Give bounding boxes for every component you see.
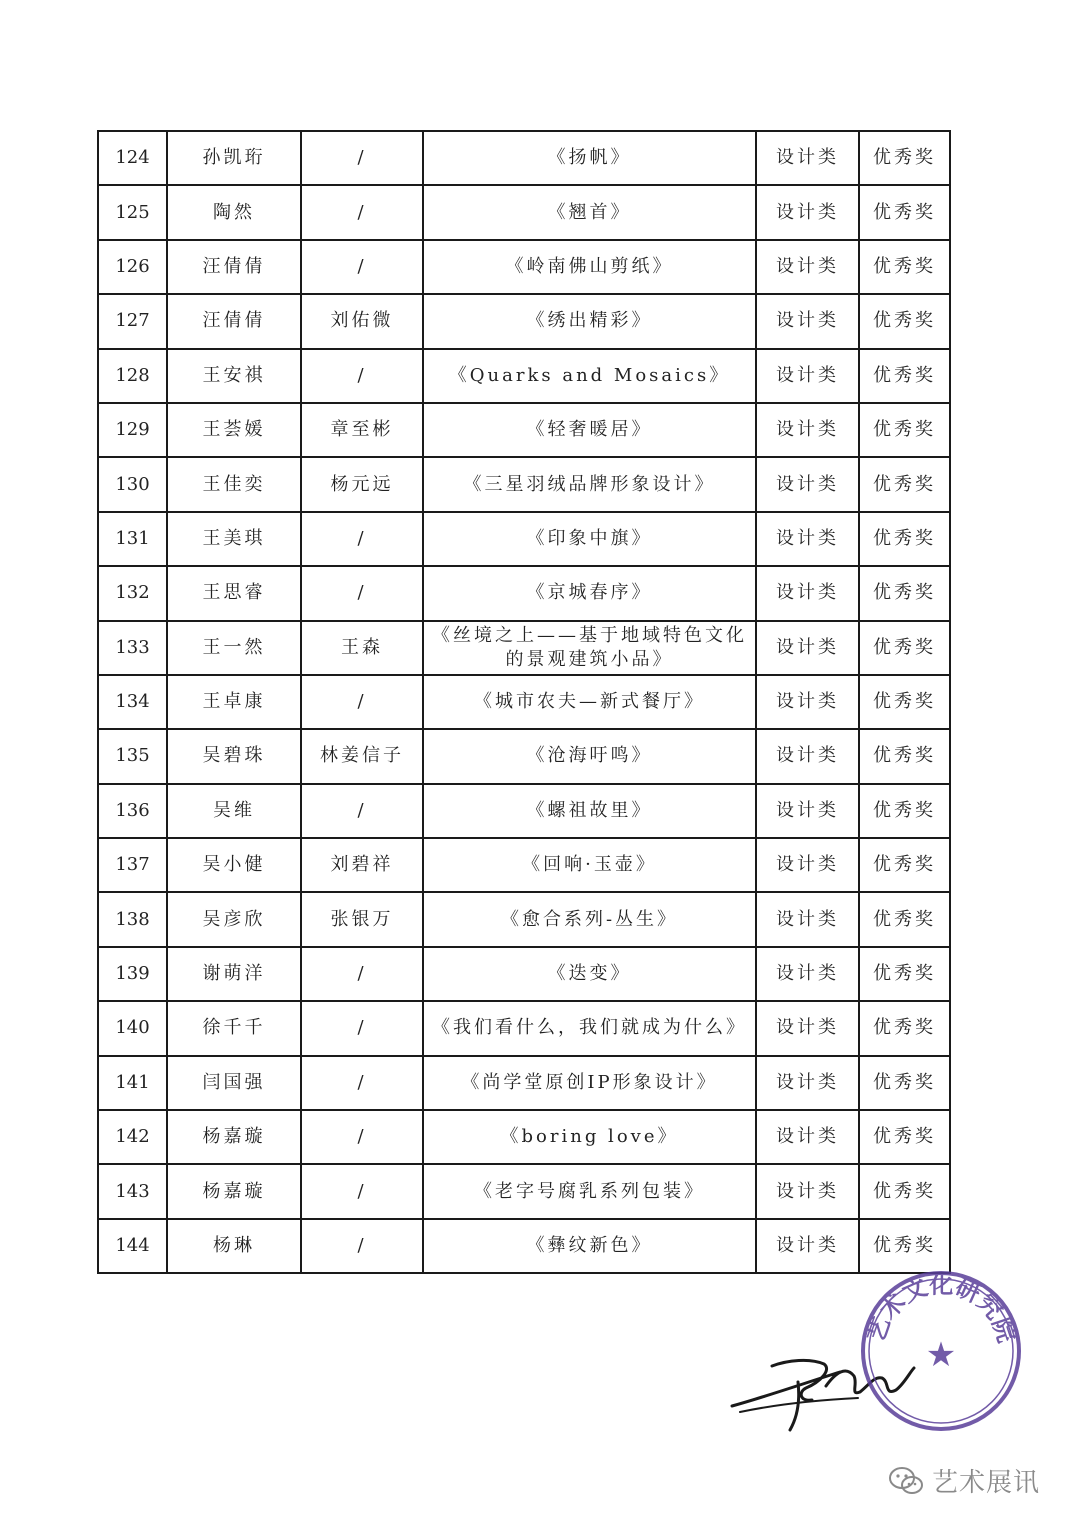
advisor-name: 刘碧祥 bbox=[301, 838, 423, 892]
row-number: 140 bbox=[98, 1001, 167, 1055]
student-name: 吴彦欣 bbox=[167, 892, 301, 946]
row-number: 132 bbox=[98, 566, 167, 620]
table-row bbox=[98, 675, 950, 729]
row-number: 137 bbox=[98, 838, 167, 892]
award-label: 优秀奖 bbox=[859, 838, 950, 892]
table-row bbox=[98, 1219, 950, 1273]
category-label: 设计类 bbox=[756, 131, 859, 185]
row-number: 124 bbox=[98, 131, 167, 185]
advisor-name: / bbox=[301, 240, 423, 294]
award-label: 优秀奖 bbox=[859, 784, 950, 838]
table-row bbox=[98, 566, 950, 620]
seal-text: 艺术文化研究院 bbox=[861, 1270, 1021, 1346]
category-label: 设计类 bbox=[756, 457, 859, 511]
work-title: 《螺祖故里》 bbox=[423, 784, 756, 838]
work-title: 《扬帆》 bbox=[423, 131, 756, 185]
advisor-name: / bbox=[301, 1219, 423, 1273]
work-title: 《城市农夫—新式餐厅》 bbox=[423, 675, 756, 729]
award-table-body bbox=[98, 131, 950, 1273]
table-row bbox=[98, 185, 950, 239]
work-title: 《尚学堂原创IP形象设计》 bbox=[423, 1056, 756, 1110]
row-number: 141 bbox=[98, 1056, 167, 1110]
student-name: 杨琳 bbox=[167, 1219, 301, 1273]
row-number: 142 bbox=[98, 1110, 167, 1164]
award-table bbox=[97, 130, 951, 1274]
student-name: 杨嘉璇 bbox=[167, 1164, 301, 1218]
table-row bbox=[98, 349, 950, 403]
award-label: 优秀奖 bbox=[859, 1164, 950, 1218]
student-name: 汪倩倩 bbox=[167, 240, 301, 294]
award-label: 优秀奖 bbox=[859, 512, 950, 566]
watermark bbox=[888, 1462, 1040, 1499]
work-title: 《丝境之上——基于地域特色文化的景观建筑小品》 bbox=[423, 621, 756, 675]
work-title: 《老字号腐乳系列包装》 bbox=[423, 1164, 756, 1218]
award-label: 优秀奖 bbox=[859, 1219, 950, 1273]
work-title: 《boring love》 bbox=[423, 1110, 756, 1164]
student-name: 王荟媛 bbox=[167, 403, 301, 457]
award-label: 优秀奖 bbox=[859, 457, 950, 511]
award-label: 优秀奖 bbox=[859, 947, 950, 1001]
student-name: 王安祺 bbox=[167, 349, 301, 403]
work-title: 《我们看什么，我们就成为什么》 bbox=[423, 1001, 756, 1055]
category-label: 设计类 bbox=[756, 294, 859, 348]
category-label: 设计类 bbox=[756, 892, 859, 946]
work-title: 《岭南佛山剪纸》 bbox=[423, 240, 756, 294]
table-row bbox=[98, 1001, 950, 1055]
student-name: 杨嘉璇 bbox=[167, 1110, 301, 1164]
category-label: 设计类 bbox=[756, 675, 859, 729]
award-label: 优秀奖 bbox=[859, 892, 950, 946]
category-label: 设计类 bbox=[756, 185, 859, 239]
watermark-text: 艺术展讯 bbox=[932, 1468, 1041, 1498]
advisor-name: / bbox=[301, 1056, 423, 1110]
work-title: 《Quarks and Mosaics》 bbox=[423, 349, 756, 403]
row-number: 144 bbox=[98, 1219, 167, 1273]
category-label: 设计类 bbox=[756, 729, 859, 783]
work-title: 《沧海吁鸣》 bbox=[423, 729, 756, 783]
award-label: 优秀奖 bbox=[859, 1056, 950, 1110]
official-seal bbox=[858, 1268, 1024, 1434]
advisor-name: / bbox=[301, 1110, 423, 1164]
advisor-name: / bbox=[301, 784, 423, 838]
table-row bbox=[98, 838, 950, 892]
table-row bbox=[98, 729, 950, 783]
category-label: 设计类 bbox=[756, 240, 859, 294]
row-number: 125 bbox=[98, 185, 167, 239]
award-label: 优秀奖 bbox=[859, 349, 950, 403]
row-number: 135 bbox=[98, 729, 167, 783]
work-title: 《印象中旗》 bbox=[423, 512, 756, 566]
advisor-name: 林姜信子 bbox=[301, 729, 423, 783]
award-label: 优秀奖 bbox=[859, 294, 950, 348]
table-row bbox=[98, 947, 950, 1001]
category-label: 设计类 bbox=[756, 784, 859, 838]
category-label: 设计类 bbox=[756, 1001, 859, 1055]
student-name: 谢萌洋 bbox=[167, 947, 301, 1001]
advisor-name: 张银万 bbox=[301, 892, 423, 946]
category-label: 设计类 bbox=[756, 1110, 859, 1164]
table-row bbox=[98, 294, 950, 348]
category-label: 设计类 bbox=[756, 621, 859, 675]
student-name: 吴小健 bbox=[167, 838, 301, 892]
advisor-name: / bbox=[301, 349, 423, 403]
advisor-name: / bbox=[301, 1164, 423, 1218]
award-label: 优秀奖 bbox=[859, 675, 950, 729]
advisor-name: 刘佑微 bbox=[301, 294, 423, 348]
row-number: 134 bbox=[98, 675, 167, 729]
row-number: 127 bbox=[98, 294, 167, 348]
student-name: 王一然 bbox=[167, 621, 301, 675]
student-name: 王美琪 bbox=[167, 512, 301, 566]
student-name: 王佳奕 bbox=[167, 457, 301, 511]
row-number: 129 bbox=[98, 403, 167, 457]
award-label: 优秀奖 bbox=[859, 131, 950, 185]
category-label: 设计类 bbox=[756, 1219, 859, 1273]
student-name: 吴碧珠 bbox=[167, 729, 301, 783]
category-label: 设计类 bbox=[756, 947, 859, 1001]
category-label: 设计类 bbox=[756, 349, 859, 403]
table-row bbox=[98, 892, 950, 946]
student-name: 汪倩倩 bbox=[167, 294, 301, 348]
row-number: 128 bbox=[98, 349, 167, 403]
work-title: 《京城春序》 bbox=[423, 566, 756, 620]
award-label: 优秀奖 bbox=[859, 403, 950, 457]
row-number: 130 bbox=[98, 457, 167, 511]
table-row bbox=[98, 784, 950, 838]
table-row bbox=[98, 1110, 950, 1164]
advisor-name: / bbox=[301, 131, 423, 185]
student-name: 孙凯珩 bbox=[167, 131, 301, 185]
advisor-name: 杨元远 bbox=[301, 457, 423, 511]
work-title: 《彝纹新色》 bbox=[423, 1219, 756, 1273]
category-label: 设计类 bbox=[756, 1056, 859, 1110]
award-label: 优秀奖 bbox=[859, 1110, 950, 1164]
advisor-name: / bbox=[301, 947, 423, 1001]
work-title: 《轻奢暖居》 bbox=[423, 403, 756, 457]
advisor-name: / bbox=[301, 566, 423, 620]
row-number: 136 bbox=[98, 784, 167, 838]
work-title: 《三星羽绒品牌形象设计》 bbox=[423, 457, 756, 511]
award-label: 优秀奖 bbox=[859, 240, 950, 294]
work-title: 《翘首》 bbox=[423, 185, 756, 239]
category-label: 设计类 bbox=[756, 512, 859, 566]
work-title: 《回响·玉壶》 bbox=[423, 838, 756, 892]
row-number: 143 bbox=[98, 1164, 167, 1218]
work-title: 《迭变》 bbox=[423, 947, 756, 1001]
advisor-name: 王森 bbox=[301, 621, 423, 675]
table-row bbox=[98, 131, 950, 185]
award-label: 优秀奖 bbox=[859, 185, 950, 239]
student-name: 王思睿 bbox=[167, 566, 301, 620]
table-row bbox=[98, 1056, 950, 1110]
work-title: 《绣出精彩》 bbox=[423, 294, 756, 348]
award-label: 优秀奖 bbox=[859, 566, 950, 620]
student-name: 吴维 bbox=[167, 784, 301, 838]
row-number: 126 bbox=[98, 240, 167, 294]
category-label: 设计类 bbox=[756, 1164, 859, 1218]
row-number: 139 bbox=[98, 947, 167, 1001]
table-row bbox=[98, 457, 950, 511]
category-label: 设计类 bbox=[756, 566, 859, 620]
row-number: 138 bbox=[98, 892, 167, 946]
table-row bbox=[98, 621, 950, 675]
work-title: 《愈合系列-丛生》 bbox=[423, 892, 756, 946]
advisor-name: / bbox=[301, 185, 423, 239]
award-label: 优秀奖 bbox=[859, 729, 950, 783]
row-number: 133 bbox=[98, 621, 167, 675]
advisor-name: / bbox=[301, 1001, 423, 1055]
student-name: 王卓康 bbox=[167, 675, 301, 729]
student-name: 陶然 bbox=[167, 185, 301, 239]
table-row bbox=[98, 512, 950, 566]
table-row bbox=[98, 1164, 950, 1218]
advisor-name: / bbox=[301, 675, 423, 729]
row-number: 131 bbox=[98, 512, 167, 566]
wechat-icon bbox=[888, 1466, 924, 1496]
table-row bbox=[98, 240, 950, 294]
advisor-name: / bbox=[301, 512, 423, 566]
svg-text:★: ★ bbox=[925, 1335, 957, 1375]
award-label: 优秀奖 bbox=[859, 1001, 950, 1055]
student-name: 闫国强 bbox=[167, 1056, 301, 1110]
advisor-name: 章至彬 bbox=[301, 403, 423, 457]
award-label: 优秀奖 bbox=[859, 621, 950, 675]
table-row bbox=[98, 403, 950, 457]
student-name: 徐千千 bbox=[167, 1001, 301, 1055]
category-label: 设计类 bbox=[756, 838, 859, 892]
category-label: 设计类 bbox=[756, 403, 859, 457]
